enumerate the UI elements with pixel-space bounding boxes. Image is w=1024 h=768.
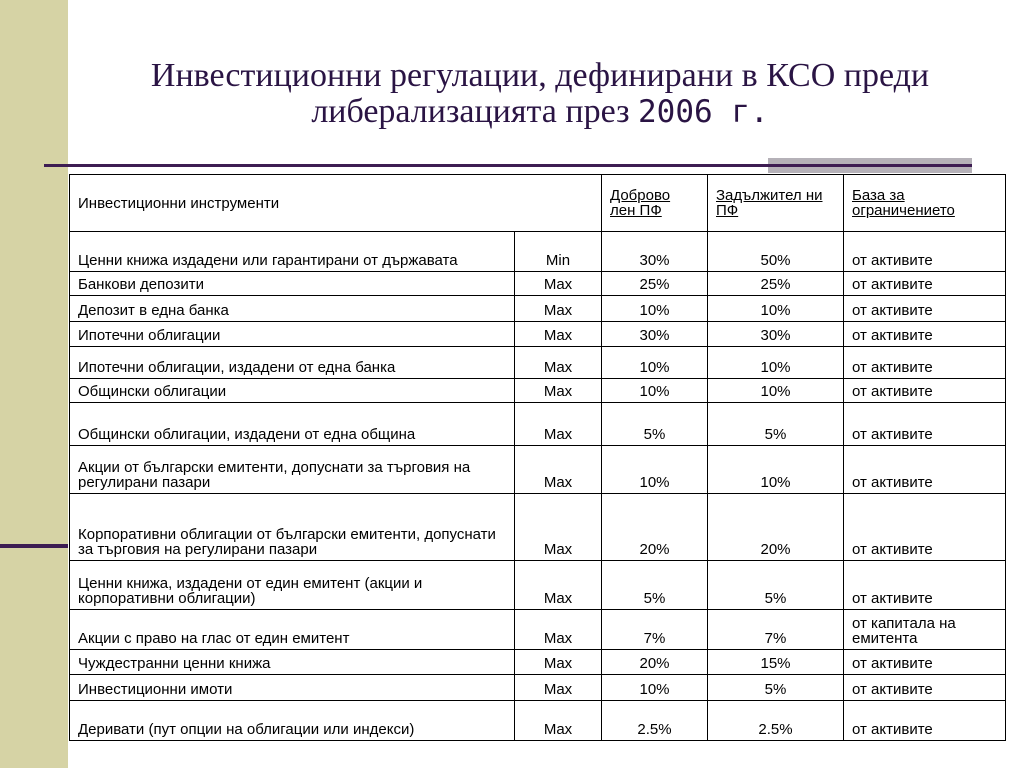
cell-mandatory: 50% bbox=[708, 232, 844, 272]
title-line-1: Инвестиционни регулации, дефинирани в КСО преди bbox=[150, 57, 930, 94]
cell-base: от активите bbox=[844, 675, 1006, 701]
cell-base: от активите bbox=[844, 561, 1006, 610]
cell-limit-type: Min bbox=[515, 232, 602, 272]
table-header-row bbox=[70, 175, 1006, 232]
cell-voluntary: 2.5% bbox=[602, 701, 708, 741]
table-row bbox=[70, 403, 1006, 446]
cell-instrument: Корпоративни облигации от български емитенти, допуснати за търговия на регулирани пазари bbox=[70, 494, 515, 561]
cell-mandatory: 15% bbox=[708, 650, 844, 675]
cell-instrument: Ценни книжа, издадени от един емитент (акции и корпоративни облигации) bbox=[70, 561, 515, 610]
cell-voluntary: 10% bbox=[602, 347, 708, 379]
cell-base: от активите bbox=[844, 379, 1006, 403]
cell-limit-type: Max bbox=[515, 272, 602, 296]
cell-voluntary: 30% bbox=[602, 322, 708, 347]
cell-mandatory: 10% bbox=[708, 379, 844, 403]
cell-base: от активите bbox=[844, 296, 1006, 322]
table-row bbox=[70, 675, 1006, 701]
cell-voluntary: 30% bbox=[602, 232, 708, 272]
cell-voluntary: 25% bbox=[602, 272, 708, 296]
cell-instrument: Чуждестранни ценни книжа bbox=[70, 650, 515, 675]
cell-voluntary: 5% bbox=[602, 403, 708, 446]
cell-limit-type: Max bbox=[515, 322, 602, 347]
cell-instrument: Ипотечни облигации, издадени от една банка bbox=[70, 347, 515, 379]
table-row bbox=[70, 446, 1006, 494]
cell-voluntary: 10% bbox=[602, 446, 708, 494]
cell-limit-type: Max bbox=[515, 701, 602, 741]
cell-base: от капитала на емитента bbox=[844, 610, 1006, 650]
header-limit-base: База за ограничението bbox=[844, 175, 1006, 232]
cell-voluntary: 10% bbox=[602, 296, 708, 322]
cell-voluntary: 10% bbox=[602, 675, 708, 701]
cell-instrument: Общински облигации, издадени от една община bbox=[70, 403, 515, 446]
table-row bbox=[70, 322, 1006, 347]
cell-base: от активите bbox=[844, 272, 1006, 296]
cell-base: от активите bbox=[844, 232, 1006, 272]
cell-voluntary: 20% bbox=[602, 494, 708, 561]
left-band-divider bbox=[0, 544, 68, 548]
header-mandatory-fund: Задължител ни ПФ bbox=[708, 175, 844, 232]
cell-instrument: Ценни книжа издадени или гарантирани от държавата bbox=[70, 232, 515, 272]
investment-limits-table bbox=[69, 174, 1006, 741]
cell-base: от активите bbox=[844, 322, 1006, 347]
table-row bbox=[70, 272, 1006, 296]
table-row bbox=[70, 379, 1006, 403]
cell-instrument: Инвестиционни имоти bbox=[70, 675, 515, 701]
cell-instrument: Деривати (пут опции на облигации или индекси) bbox=[70, 701, 515, 741]
table-row bbox=[70, 494, 1006, 561]
title-line-2 bbox=[70, 94, 1010, 130]
cell-limit-type: Max bbox=[515, 446, 602, 494]
cell-mandatory: 2.5% bbox=[708, 701, 844, 741]
title-line-2-text: либерализацията през bbox=[311, 93, 639, 130]
header-voluntary-fund: Доброво лен ПФ bbox=[602, 175, 708, 232]
table-row bbox=[70, 232, 1006, 272]
cell-limit-type: Max bbox=[515, 494, 602, 561]
cell-base: от активите bbox=[844, 650, 1006, 675]
cell-mandatory: 20% bbox=[708, 494, 844, 561]
cell-mandatory: 10% bbox=[708, 296, 844, 322]
title-divider-line bbox=[44, 164, 972, 167]
table-row bbox=[70, 561, 1006, 610]
cell-base: от активите bbox=[844, 403, 1006, 446]
cell-mandatory: 10% bbox=[708, 446, 844, 494]
cell-mandatory: 25% bbox=[708, 272, 844, 296]
cell-base: от активите bbox=[844, 347, 1006, 379]
cell-base: от активите bbox=[844, 446, 1006, 494]
cell-voluntary: 7% bbox=[602, 610, 708, 650]
cell-limit-type: Max bbox=[515, 561, 602, 610]
cell-mandatory: 5% bbox=[708, 403, 844, 446]
cell-mandatory: 10% bbox=[708, 347, 844, 379]
slide-title bbox=[70, 58, 1010, 130]
cell-limit-type: Max bbox=[515, 610, 602, 650]
cell-voluntary: 20% bbox=[602, 650, 708, 675]
cell-instrument: Акции от български емитенти, допуснати за търговия на регулирани пазари bbox=[70, 446, 515, 494]
table-row bbox=[70, 701, 1006, 741]
left-decorative-band bbox=[0, 0, 68, 768]
cell-instrument: Ипотечни облигации bbox=[70, 322, 515, 347]
cell-voluntary: 10% bbox=[602, 379, 708, 403]
table-row bbox=[70, 296, 1006, 322]
cell-mandatory: 5% bbox=[708, 561, 844, 610]
title-year: 2006 г. bbox=[638, 94, 769, 130]
cell-limit-type: Max bbox=[515, 650, 602, 675]
cell-instrument: Общински облигации bbox=[70, 379, 515, 403]
cell-instrument: Банкови депозити bbox=[70, 272, 515, 296]
table-row bbox=[70, 347, 1006, 379]
cell-base: от активите bbox=[844, 701, 1006, 741]
cell-limit-type: Max bbox=[515, 347, 602, 379]
header-instruments: Инвестиционни инструменти bbox=[70, 175, 602, 232]
cell-mandatory: 5% bbox=[708, 675, 844, 701]
cell-limit-type: Max bbox=[515, 403, 602, 446]
cell-limit-type: Max bbox=[515, 296, 602, 322]
cell-limit-type: Max bbox=[515, 675, 602, 701]
cell-mandatory: 7% bbox=[708, 610, 844, 650]
table-row bbox=[70, 610, 1006, 650]
cell-limit-type: Max bbox=[515, 379, 602, 403]
cell-base: от активите bbox=[844, 494, 1006, 561]
cell-mandatory: 30% bbox=[708, 322, 844, 347]
cell-instrument: Акции с право на глас от един емитент bbox=[70, 610, 515, 650]
cell-instrument: Депозит в една банка bbox=[70, 296, 515, 322]
table-row bbox=[70, 650, 1006, 675]
cell-voluntary: 5% bbox=[602, 561, 708, 610]
